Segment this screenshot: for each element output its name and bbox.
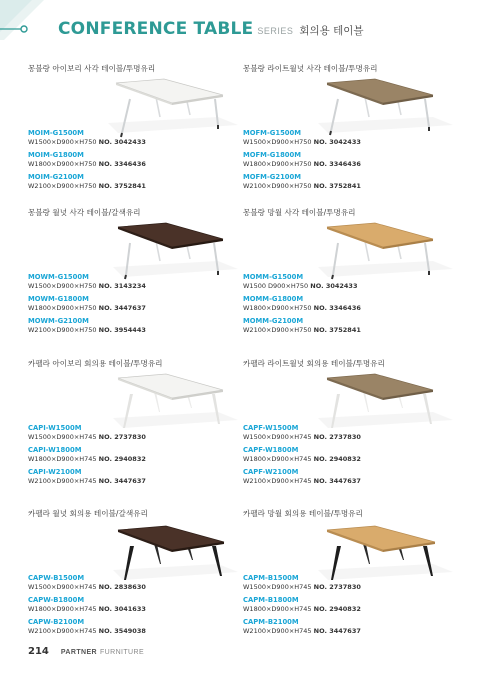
- dimensions: W2100×D900×H750 NO. 3752841: [243, 326, 361, 334]
- series-label: SERIES: [257, 26, 294, 36]
- dimensions: W1500 D900×H750 NO. 3042433: [243, 282, 358, 290]
- spec-item: [28, 596, 146, 614]
- model-code: CAPI-W2100M: [28, 468, 82, 476]
- spec-item: [243, 295, 361, 313]
- spec-item: [243, 273, 361, 291]
- dimensions: W1500×D900×H750 NO. 3042433: [28, 138, 146, 146]
- spec-item: [243, 129, 361, 147]
- spec-item: [243, 317, 361, 335]
- page-number: 214: [28, 646, 49, 657]
- corner-decoration: [0, 0, 60, 60]
- spec-list: [243, 273, 361, 339]
- spec-item: [28, 446, 146, 464]
- model-code: CAPI-W1500M: [28, 424, 82, 432]
- dimensions: W1500×D900×H745 NO. 2737830: [243, 583, 361, 591]
- dimensions: W1800×D900×H750 NO. 3346436: [243, 304, 361, 312]
- dimensions: W2100×D900×H745 NO. 3549038: [28, 627, 146, 635]
- dimensions: W2100×D900×H745 NO. 3447637: [243, 477, 361, 485]
- dimensions: W1500×D900×H745 NO. 2838630: [28, 583, 146, 591]
- dimensions: W1800×D900×H750 NO. 3447637: [28, 304, 146, 312]
- product-card: [243, 358, 453, 508]
- model-code: CAPI-W1800M: [28, 446, 82, 454]
- product-card: [243, 508, 453, 658]
- spec-list: [243, 129, 361, 195]
- model-code: MOWM-G1800M: [28, 295, 89, 303]
- dimensions: W1500×D900×H745 NO. 2737830: [28, 433, 146, 441]
- spec-item: [28, 151, 146, 169]
- model-code: MOMM-G2100M: [243, 317, 304, 325]
- dimensions: W1800×D900×H745 NO. 2940832: [243, 455, 361, 463]
- model-code: CAPF-W2100M: [243, 468, 299, 476]
- dimensions: W2100×D900×H745 NO. 3447637: [243, 627, 361, 635]
- product-title: 몽블랑 라이트월넛 사각 테이블/투명유리: [243, 64, 378, 73]
- model-code: MOIM-G2100M: [28, 173, 84, 181]
- spec-list: [243, 424, 361, 490]
- model-code: CAPM-B2100M: [243, 618, 299, 626]
- model-code: MOMM-G1500M: [243, 273, 304, 281]
- product-title: 몽블랑 아이보리 사각 테이블/투명유리: [28, 64, 156, 73]
- spec-list: [28, 273, 146, 339]
- product-title: 카펠라 망월 회의용 테이블/투명유리: [243, 509, 363, 518]
- dimensions: W1800×D900×H745 NO. 2940832: [243, 605, 361, 613]
- dimensions: W2100×D900×H750 NO. 3752841: [28, 182, 146, 190]
- spec-item: [243, 618, 361, 636]
- dimensions: W1800×D900×H750 NO. 3346436: [243, 160, 361, 168]
- brand-name: PARTNER: [60, 649, 97, 656]
- page-header: [58, 19, 364, 45]
- page-title: CONFERENCE TABLE: [58, 19, 254, 39]
- product-title: 카펠라 월넛 회의용 테이블/갈색유리: [28, 509, 148, 518]
- spec-item: [243, 151, 361, 169]
- spec-item: [243, 173, 361, 191]
- korean-title: 회의용 테이블: [299, 25, 364, 37]
- product-card: [243, 63, 453, 213]
- spec-item: [243, 446, 361, 464]
- model-code: CAPW-B2100M: [28, 618, 85, 626]
- dimensions: W1500×D900×H745 NO. 2737830: [243, 433, 361, 441]
- model-code: MOIM-G1800M: [28, 151, 84, 159]
- spec-item: [243, 424, 361, 442]
- product-card: [243, 207, 453, 357]
- spec-list: [28, 424, 146, 490]
- spec-list: [28, 129, 146, 195]
- model-code: CAPW-B1500M: [28, 574, 85, 582]
- model-code: MOFM-G1800M: [243, 151, 302, 159]
- spec-item: [28, 574, 146, 592]
- product-card: [28, 508, 238, 658]
- spec-item: [28, 468, 146, 486]
- spec-item: [28, 424, 146, 442]
- model-code: CAPM-B1500M: [243, 574, 299, 582]
- dimensions: W1800×D900×H745 NO. 3041633: [28, 605, 146, 613]
- spec-item: [28, 618, 146, 636]
- spec-item: [243, 596, 361, 614]
- spec-list: [243, 574, 361, 640]
- spec-item: [243, 574, 361, 592]
- product-card: [28, 207, 238, 357]
- spec-list: [28, 574, 146, 640]
- product-card: [28, 358, 238, 508]
- model-code: CAPF-W1500M: [243, 424, 299, 432]
- dimensions: W1500×D900×H750 NO. 3042433: [243, 138, 361, 146]
- page-footer: [28, 646, 144, 657]
- model-code: MOWM-G1500M: [28, 273, 89, 281]
- model-code: MOMM-G1800M: [243, 295, 304, 303]
- product-title: 카펠라 아이보리 회의용 테이블/투명유리: [28, 359, 163, 368]
- brand-suffix: FURNITURE: [100, 649, 145, 656]
- model-code: CAPW-B1800M: [28, 596, 85, 604]
- product-title: 카펠라 라이트월넛 회의용 테이블/투명유리: [243, 359, 385, 368]
- model-code: CAPM-B1800M: [243, 596, 299, 604]
- dimensions: W1800×D900×H750 NO. 3346436: [28, 160, 146, 168]
- dimensions: W1500×D900×H750 NO. 3143234: [28, 282, 146, 290]
- model-code: MOIM-G1500M: [28, 129, 84, 137]
- spec-item: [28, 173, 146, 191]
- model-code: MOFM-G1500M: [243, 129, 302, 137]
- product-card: [28, 63, 238, 213]
- dimensions: W2100×D900×H750 NO. 3954443: [28, 326, 146, 334]
- product-title: 몽블랑 망월 사각 테이블/투명유리: [243, 208, 356, 217]
- spec-item: [28, 295, 146, 313]
- dimensions: W2100×D900×H750 NO. 3752841: [243, 182, 361, 190]
- model-code: CAPF-W1800M: [243, 446, 299, 454]
- model-code: MOWM-G2100M: [28, 317, 89, 325]
- spec-item: [28, 273, 146, 291]
- spec-item: [28, 317, 146, 335]
- spec-item: [28, 129, 146, 147]
- model-code: MOFM-G2100M: [243, 173, 302, 181]
- spec-item: [243, 468, 361, 486]
- dimensions: W2100×D900×H745 NO. 3447637: [28, 477, 146, 485]
- dimensions: W1800×D900×H745 NO. 2940832: [28, 455, 146, 463]
- product-title: 몽블랑 월넛 사각 테이블/갈색유리: [28, 208, 141, 217]
